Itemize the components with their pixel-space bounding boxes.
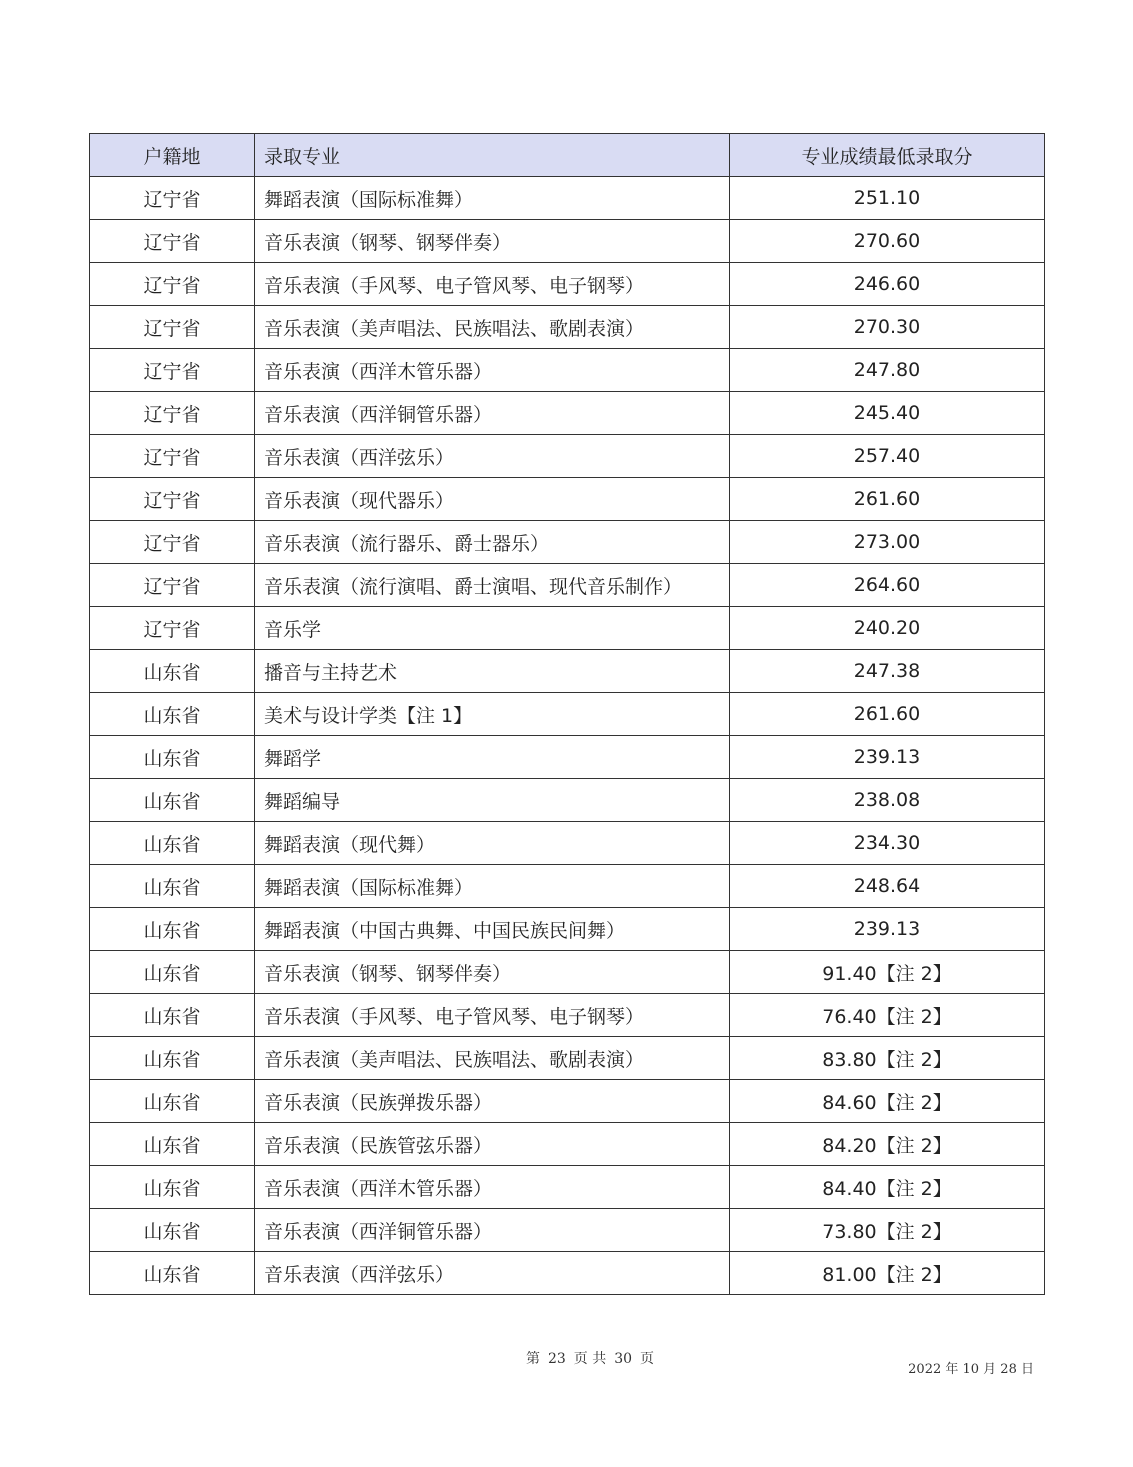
cell-min-score: 248.64 [730, 865, 1045, 908]
cell-household-region: 山东省 [90, 736, 255, 779]
table-row [90, 822, 1045, 865]
cell-min-score: 240.20 [730, 607, 1045, 650]
cell-major: 音乐表演（手风琴、电子管风琴、电子钢琴） [255, 994, 730, 1037]
table-row [90, 607, 1045, 650]
cell-major: 音乐表演（钢琴、钢琴伴奏） [255, 220, 730, 263]
cell-household-region: 辽宁省 [90, 263, 255, 306]
table-row [90, 1080, 1045, 1123]
cell-household-region: 山东省 [90, 865, 255, 908]
admission-score-table [89, 133, 1045, 1295]
table-row [90, 650, 1045, 693]
table-row [90, 263, 1045, 306]
cell-major: 舞蹈表演（中国古典舞、中国民族民间舞） [255, 908, 730, 951]
cell-household-region: 辽宁省 [90, 392, 255, 435]
cell-min-score: 76.40【注 2】 [730, 994, 1045, 1037]
cell-household-region: 山东省 [90, 822, 255, 865]
cell-major: 音乐表演（钢琴、钢琴伴奏） [255, 951, 730, 994]
cell-min-score: 246.60 [730, 263, 1045, 306]
cell-major: 舞蹈表演（国际标准舞） [255, 865, 730, 908]
page-suffix: 页 [640, 1351, 655, 1367]
cell-household-region: 山东省 [90, 1080, 255, 1123]
cell-household-region: 辽宁省 [90, 478, 255, 521]
cell-household-region: 山东省 [90, 951, 255, 994]
cell-household-region: 辽宁省 [90, 607, 255, 650]
table-row [90, 693, 1045, 736]
table-row [90, 1166, 1045, 1209]
cell-min-score: 81.00【注 2】 [730, 1252, 1045, 1295]
cell-min-score: 234.30 [730, 822, 1045, 865]
cell-major: 音乐表演（西洋铜管乐器） [255, 1209, 730, 1252]
cell-household-region: 山东省 [90, 650, 255, 693]
cell-major: 音乐表演（美声唱法、民族唱法、歌剧表演） [255, 1037, 730, 1080]
cell-min-score: 84.60【注 2】 [730, 1080, 1045, 1123]
cell-major: 音乐表演（流行演唱、爵士演唱、现代音乐制作） [255, 564, 730, 607]
cell-household-region: 山东省 [90, 1166, 255, 1209]
cell-major: 舞蹈表演（国际标准舞） [255, 177, 730, 220]
cell-min-score: 239.13 [730, 908, 1045, 951]
table-row [90, 220, 1045, 263]
cell-min-score: 261.60 [730, 478, 1045, 521]
cell-min-score: 247.38 [730, 650, 1045, 693]
cell-min-score: 73.80【注 2】 [730, 1209, 1045, 1252]
cell-household-region: 山东省 [90, 693, 255, 736]
page-mid: 页 共 [573, 1351, 607, 1367]
cell-household-region: 辽宁省 [90, 177, 255, 220]
cell-major: 舞蹈学 [255, 736, 730, 779]
cell-household-region: 山东省 [90, 1123, 255, 1166]
cell-household-region: 辽宁省 [90, 220, 255, 263]
cell-major: 音乐表演（现代器乐） [255, 478, 730, 521]
cell-major: 音乐表演（西洋弦乐） [255, 1252, 730, 1295]
cell-min-score: 264.60 [730, 564, 1045, 607]
cell-major: 音乐表演（西洋木管乐器） [255, 1166, 730, 1209]
document-date: 2022 年 10 月 28 日 [908, 1362, 1034, 1377]
cell-major: 音乐表演（美声唱法、民族唱法、歌剧表演） [255, 306, 730, 349]
table-row [90, 564, 1045, 607]
table-row [90, 779, 1045, 822]
cell-major: 音乐表演（民族管弦乐器） [255, 1123, 730, 1166]
page-prefix: 第 [525, 1351, 540, 1367]
table-row [90, 478, 1045, 521]
cell-min-score: 84.20【注 2】 [730, 1123, 1045, 1166]
cell-min-score: 84.40【注 2】 [730, 1166, 1045, 1209]
cell-major: 音乐表演（手风琴、电子管风琴、电子钢琴） [255, 263, 730, 306]
cell-min-score: 239.13 [730, 736, 1045, 779]
table-row [90, 908, 1045, 951]
cell-min-score: 270.60 [730, 220, 1045, 263]
column-header-major: 录取专业 [255, 134, 730, 177]
cell-major: 音乐表演（西洋铜管乐器） [255, 392, 730, 435]
cell-major: 音乐表演（西洋弦乐） [255, 435, 730, 478]
cell-household-region: 辽宁省 [90, 349, 255, 392]
column-header-min-score: 专业成绩最低录取分 [730, 134, 1045, 177]
table-row [90, 736, 1045, 779]
table-row [90, 392, 1045, 435]
table-row [90, 435, 1045, 478]
cell-household-region: 山东省 [90, 908, 255, 951]
table-row [90, 994, 1045, 1037]
cell-min-score: 91.40【注 2】 [730, 951, 1045, 994]
cell-min-score: 83.80【注 2】 [730, 1037, 1045, 1080]
cell-min-score: 270.30 [730, 306, 1045, 349]
cell-min-score: 261.60 [730, 693, 1045, 736]
table-row [90, 865, 1045, 908]
cell-household-region: 辽宁省 [90, 435, 255, 478]
cell-household-region: 山东省 [90, 994, 255, 1037]
table-row [90, 306, 1045, 349]
cell-major: 播音与主持艺术 [255, 650, 730, 693]
table-row [90, 521, 1045, 564]
page-current: 23 [547, 1351, 566, 1367]
cell-major: 音乐表演（流行器乐、爵士器乐） [255, 521, 730, 564]
cell-min-score: 238.08 [730, 779, 1045, 822]
cell-min-score: 247.80 [730, 349, 1045, 392]
cell-major: 音乐表演（西洋木管乐器） [255, 349, 730, 392]
cell-major: 音乐表演（民族弹拨乐器） [255, 1080, 730, 1123]
cell-household-region: 辽宁省 [90, 306, 255, 349]
cell-min-score: 273.00 [730, 521, 1045, 564]
cell-household-region: 山东省 [90, 1209, 255, 1252]
cell-min-score: 245.40 [730, 392, 1045, 435]
cell-major: 音乐学 [255, 607, 730, 650]
cell-household-region: 山东省 [90, 1252, 255, 1295]
table-row [90, 1037, 1045, 1080]
table-header-row [90, 134, 1045, 177]
cell-major: 舞蹈表演（现代舞） [255, 822, 730, 865]
cell-major: 美术与设计学类【注 1】 [255, 693, 730, 736]
table-row [90, 951, 1045, 994]
cell-household-region: 辽宁省 [90, 521, 255, 564]
column-header-household-region: 户籍地 [90, 134, 255, 177]
table-row [90, 1123, 1045, 1166]
cell-min-score: 251.10 [730, 177, 1045, 220]
cell-min-score: 257.40 [730, 435, 1045, 478]
cell-household-region: 山东省 [90, 1037, 255, 1080]
table-row [90, 177, 1045, 220]
table-row [90, 1252, 1045, 1295]
cell-major: 舞蹈编导 [255, 779, 730, 822]
cell-household-region: 山东省 [90, 779, 255, 822]
table-row [90, 349, 1045, 392]
table-body [90, 177, 1045, 1295]
cell-household-region: 辽宁省 [90, 564, 255, 607]
page-total: 30 [614, 1351, 633, 1367]
table-row [90, 1209, 1045, 1252]
